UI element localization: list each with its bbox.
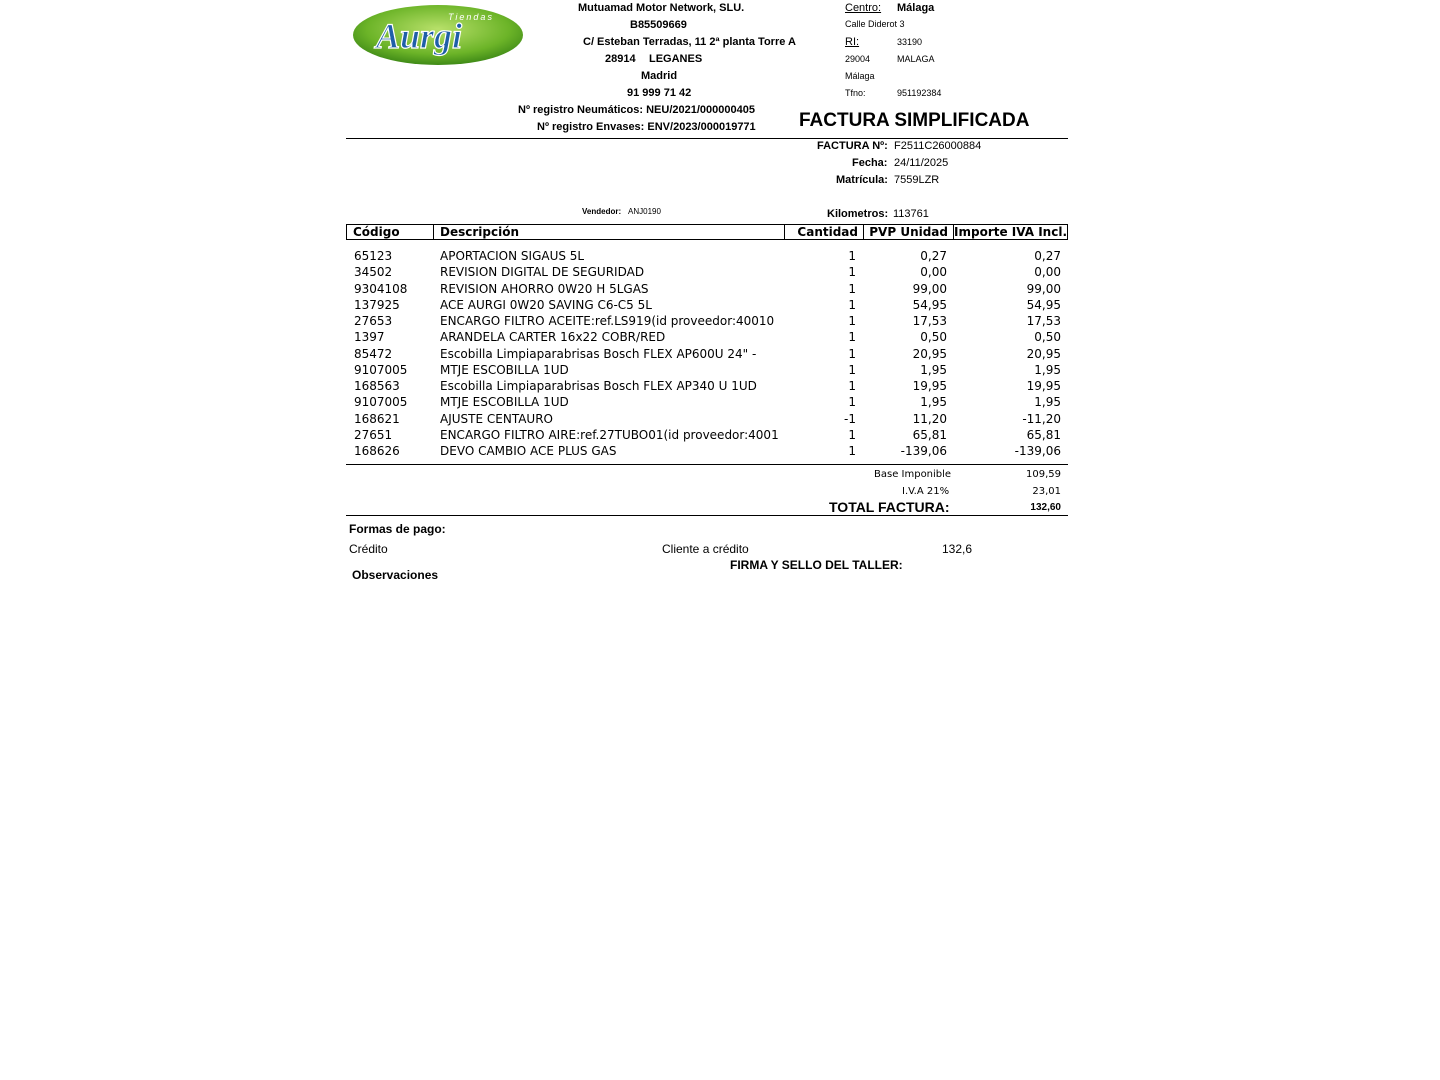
reg-envases <box>537 121 756 133</box>
item-unit-price: 1,95 <box>920 395 947 410</box>
item-unit-price: 54,95 <box>912 297 947 312</box>
table-row <box>346 394 1068 410</box>
company-address: C/ Esteban Terradas, 11 2ª planta Torre A <box>583 36 796 48</box>
item-description: REVISION DIGITAL DE SEGURIDAD <box>440 265 645 280</box>
observations-label: Observaciones <box>352 568 439 582</box>
item-quantity: 1 <box>848 346 856 361</box>
table-row <box>346 264 1068 280</box>
item-unit-price: 19,95 <box>912 379 947 393</box>
item-amount: 65,81 <box>1026 427 1061 442</box>
km-label: Kilometros: <box>827 208 889 220</box>
item-code: 27651 <box>354 427 393 442</box>
item-description: MTJE ESCOBILLA 1UD <box>440 395 569 410</box>
centro-street: Calle Diderot 3 <box>845 19 905 29</box>
table-row <box>346 313 1068 329</box>
item-amount: 19,95 <box>1026 379 1061 393</box>
invoice-plate: 7559LZR <box>894 174 940 186</box>
item-unit-price: 65,81 <box>912 427 947 442</box>
invoice-number: F2511C26000884 <box>894 140 982 152</box>
item-code: 65123 <box>354 249 393 263</box>
item-amount: 1,95 <box>1034 395 1061 410</box>
item-quantity: 1 <box>848 314 856 328</box>
invoice-number-label: FACTURA Nº: <box>817 140 888 152</box>
seller-value: ANJ0190 <box>628 207 661 216</box>
item-quantity: 1 <box>848 379 856 393</box>
centro-city: MALAGA <box>897 54 935 64</box>
items-table-header <box>346 224 1068 240</box>
item-unit-price: 1,95 <box>920 362 947 377</box>
km-value: 113761 <box>893 208 929 220</box>
aurgi-logo <box>352 4 524 66</box>
item-quantity: 1 <box>848 297 856 312</box>
base-value: 109,59 <box>1026 469 1061 480</box>
item-amount: 20,95 <box>1026 346 1061 361</box>
item-quantity: 1 <box>848 281 856 296</box>
item-description: APORTACION SIGAUS 5L <box>440 249 585 263</box>
table-row <box>346 281 1068 297</box>
item-unit-price: 0,00 <box>920 265 947 280</box>
header-quantity: Cantidad <box>784 225 863 239</box>
item-amount: 17,53 <box>1026 314 1061 328</box>
item-quantity: 1 <box>848 395 856 410</box>
table-row <box>346 362 1068 378</box>
seller-label: Vendedor: <box>582 207 622 216</box>
header-divider <box>346 138 1068 139</box>
item-unit-price: 0,50 <box>920 330 947 345</box>
item-amount: 1,95 <box>1034 362 1061 377</box>
reg-neumaticos <box>518 104 755 116</box>
item-description: AJUSTE CENTAURO <box>440 411 553 426</box>
item-code: 137925 <box>354 297 400 312</box>
item-code: 168621 <box>354 411 400 426</box>
item-description: ARANDELA CARTER 16x22 COBR/RED <box>440 330 666 345</box>
header-amount: Importe IVA Incl. <box>954 225 1067 239</box>
item-quantity: 1 <box>848 330 856 345</box>
table-row <box>346 297 1068 313</box>
logo-name: Aurgi <box>376 16 463 56</box>
centro-name: Málaga <box>897 2 935 14</box>
total-value: 132,60 <box>1030 502 1061 513</box>
table-row <box>346 427 1068 443</box>
item-unit-price: -139,06 <box>900 444 947 458</box>
invoice-plate-label: Matrícula: <box>836 174 888 186</box>
item-description: Escobilla Limpiaparabrisas Bosch FLEX AP600U 24" - <box>440 346 757 361</box>
header-description: Descripción <box>433 225 785 239</box>
payment-client: Cliente a crédito <box>662 542 749 556</box>
item-code: 1397 <box>354 330 385 345</box>
item-code: 27653 <box>354 314 393 328</box>
table-row <box>346 378 1068 394</box>
item-amount: 0,27 <box>1034 249 1061 263</box>
item-amount: 99,00 <box>1026 281 1061 296</box>
company-cif: B85509669 <box>630 19 687 31</box>
item-description: MTJE ESCOBILLA 1UD <box>440 362 569 377</box>
item-amount: -139,06 <box>1014 444 1061 458</box>
centro-phone: 951192384 <box>897 88 942 98</box>
company-city: LEGANES <box>649 53 703 65</box>
item-quantity: 1 <box>848 444 856 458</box>
centro-ri: 33190 <box>897 37 923 47</box>
reg-envases-label: Nº registro Envases: <box>537 121 645 133</box>
item-quantity: 1 <box>848 427 856 442</box>
item-unit-price: 0,27 <box>920 249 947 263</box>
company-province: Madrid <box>641 70 678 82</box>
payment-amount: 132,6 <box>942 542 973 556</box>
item-code: 85472 <box>354 346 393 361</box>
table-row <box>346 443 1068 459</box>
item-unit-price: 99,00 <box>912 281 947 296</box>
totals-divider <box>346 515 1068 516</box>
item-code: 9304108 <box>354 281 408 296</box>
invoice-date: 24/11/2025 <box>894 157 949 169</box>
table-row <box>346 346 1068 362</box>
iva-label: I.V.A 21% <box>902 486 950 497</box>
payment-title: Formas de pago: <box>349 522 446 536</box>
item-amount: -11,20 <box>1022 411 1061 426</box>
centro-province: Málaga <box>845 71 875 81</box>
item-amount: 0,00 <box>1034 265 1061 280</box>
reg-envases-value: ENV/2023/000019771 <box>647 121 756 133</box>
header-code: Código <box>353 225 400 239</box>
table-bottom-divider <box>346 464 1068 465</box>
item-code: 9107005 <box>354 395 408 410</box>
item-unit-price: 17,53 <box>912 314 947 328</box>
item-unit-price: 20,95 <box>912 346 947 361</box>
centro-label: Centro: <box>845 2 882 14</box>
item-quantity: 1 <box>848 362 856 377</box>
item-description: ENCARGO FILTRO ACEITE:ref.LS919(id proveedor:40010 <box>440 314 775 328</box>
invoice-date-label: Fecha: <box>852 157 888 169</box>
centro-phone-label: Tfno: <box>845 88 866 98</box>
item-description: REVISION AHORRO 0W20 H 5LGAS <box>440 281 649 296</box>
table-row <box>346 329 1068 345</box>
item-amount: 0,50 <box>1034 330 1061 345</box>
signature-label: FIRMA Y SELLO DEL TALLER: <box>730 558 903 572</box>
centro-postal-code: 29004 <box>845 54 871 64</box>
document-title: FACTURA SIMPLIFICADA <box>799 110 1030 131</box>
item-code: 9107005 <box>354 362 408 377</box>
logo-tag: Tiendas <box>448 12 494 22</box>
header-unit-price: PVP Unidad <box>863 225 954 239</box>
item-unit-price: 11,20 <box>912 411 947 426</box>
iva-value: 23,01 <box>1032 486 1061 497</box>
item-amount: 54,95 <box>1026 297 1061 312</box>
item-quantity: -1 <box>844 411 856 426</box>
centro-ri-label: RI: <box>845 36 860 48</box>
table-row <box>346 248 1068 264</box>
reg-neumaticos-value: NEU/2021/000000405 <box>646 104 755 116</box>
item-code: 168626 <box>354 444 400 458</box>
item-quantity: 1 <box>848 265 856 280</box>
item-description: DEVO CAMBIO ACE PLUS GAS <box>440 444 617 458</box>
item-code: 168563 <box>354 379 400 393</box>
total-label: TOTAL FACTURA: <box>829 499 950 515</box>
item-description: Escobilla Limpiaparabrisas Bosch FLEX AP340 U 1UD <box>440 379 757 393</box>
company-postal-code: 28914 <box>605 53 636 65</box>
item-description: ENCARGO FILTRO AIRE:ref.27TUBO01(id proveedor:4001 <box>440 427 779 442</box>
item-description: ACE AURGI 0W20 SAVING C6-C5 5L <box>440 297 652 312</box>
item-code: 34502 <box>354 265 393 280</box>
reg-neumaticos-label: Nº registro Neumáticos: <box>518 104 644 116</box>
company-phone: 91 999 71 42 <box>627 87 692 99</box>
company-name: Mutuamad Motor Network, SLU. <box>578 2 745 14</box>
item-quantity: 1 <box>848 249 856 263</box>
base-label: Base Imponible <box>874 469 952 480</box>
payment-method: Crédito <box>349 542 388 556</box>
table-row <box>346 411 1068 427</box>
